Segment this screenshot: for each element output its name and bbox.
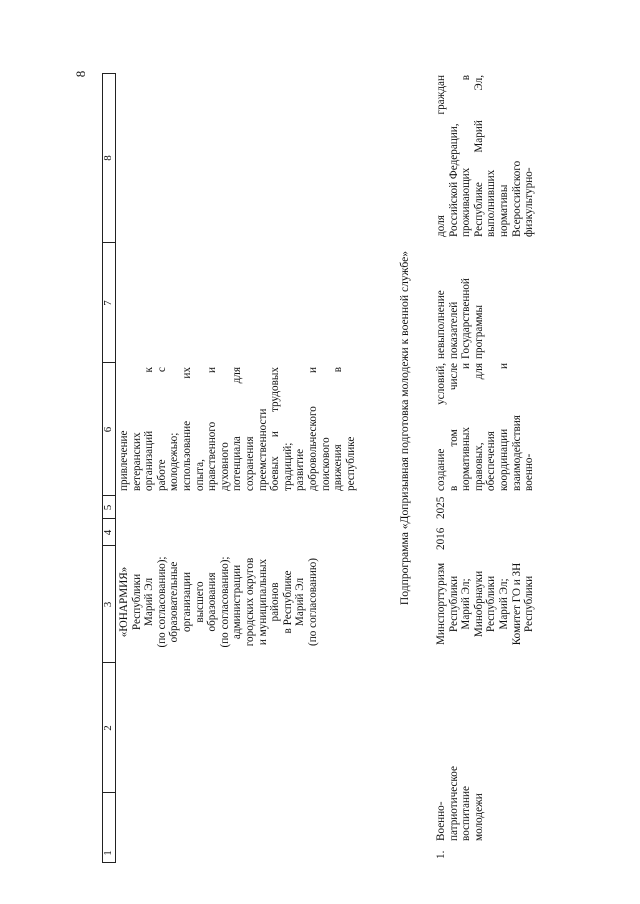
row1-col2: Военно- патриотическое воспитание молодежи [435, 766, 485, 841]
header-col-8: 8 [102, 155, 114, 161]
row1-number: 1. [435, 850, 447, 859]
header-col-5: 5 [102, 504, 114, 511]
row1-col6: создание условий, в том числе нормативных и правовых, для обеспечения координации и взаимодействия военно- [435, 363, 536, 491]
header-col-1: 1 [102, 850, 114, 856]
row1-col7: невыполнение показателей Государственной программы [435, 278, 485, 359]
header-col-6: 6 [102, 426, 114, 433]
header-col-3: 3 [102, 601, 114, 608]
continuation-col6: привлечение ветеранских организаций к работе с молодежью; использование их опыта, нравственного и духовного потенциала для сохранения преемственности боевых и трудовых традиций; развитие добровольческого и поискового движения в республике [118, 367, 357, 491]
page-number: 8 [73, 70, 88, 78]
rotated-table [102, 63, 582, 863]
row1-col8: доля граждан Российской Федерации, проживающих в Республике Марий Эл, выполнивших нормативы Всероссийского физкультурно- [435, 75, 536, 237]
row1-start-year: 2016 [435, 527, 447, 550]
subprogram-title: Подпрограмма «Допризывная подготовка молодежи к военной службе» [398, 250, 411, 606]
header-col-2: 2 [102, 725, 114, 731]
row1-col3: Минспорттуризм Республики Марий Эл; Минобрнауки Республики Марий Эл; Комитет ГО и ЗН Республики [435, 562, 536, 646]
row1-end-year: 2025 [435, 496, 447, 519]
header-col-7: 7 [102, 300, 114, 306]
header-bottom-rule [115, 73, 116, 863]
header-col-4: 4 [102, 529, 114, 536]
continuation-col3: «ЮНАРМИЯ» Республики Марий Эл (по согласованию); образовательные организации высшего образования (по согласованию); администрации городских округов и муниципальных районов в Республике Марий Эл (по согласованию) [118, 556, 319, 648]
